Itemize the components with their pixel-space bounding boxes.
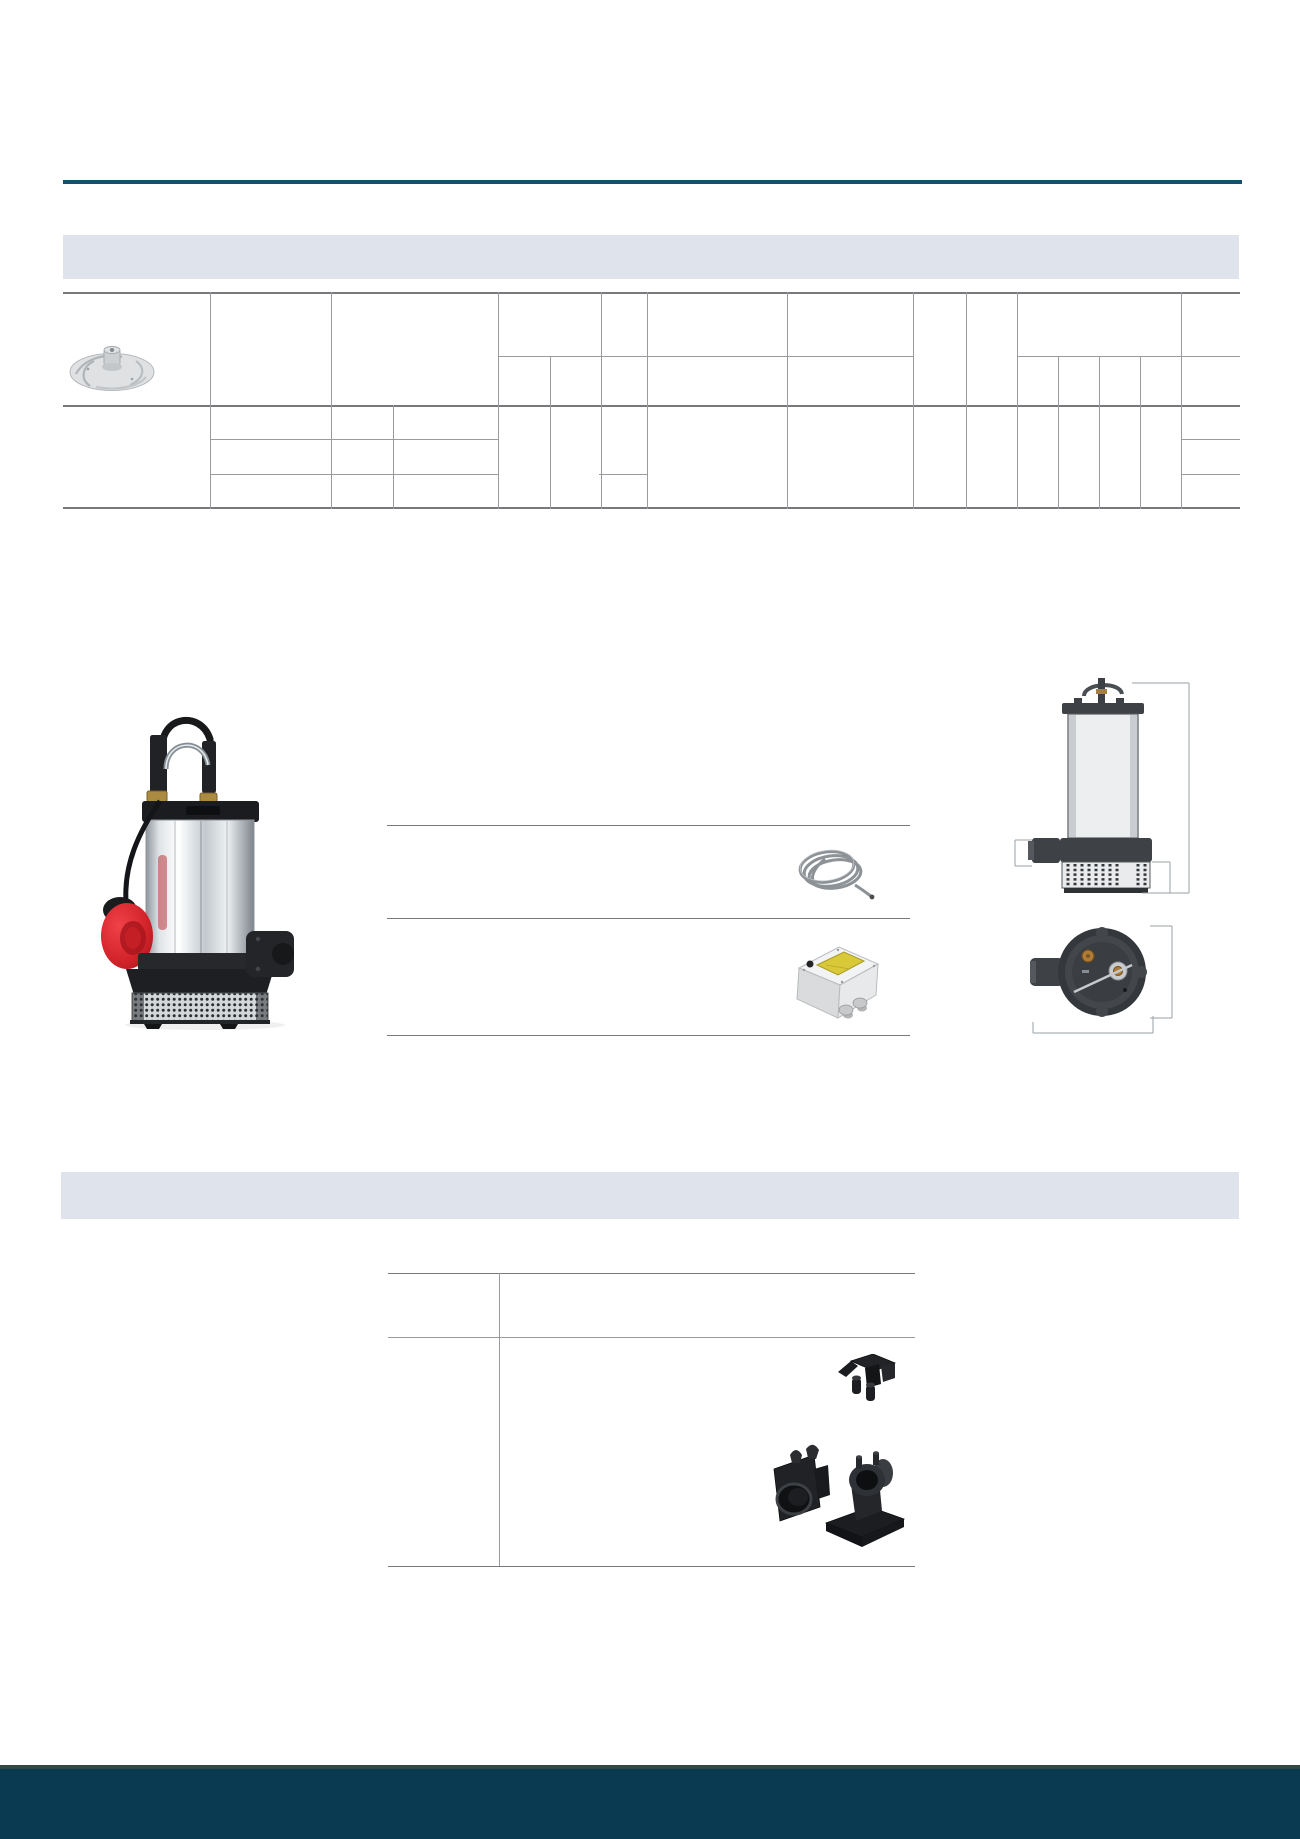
upper-bracket-accessory-image: [838, 1354, 898, 1405]
footer-bar-top-edge: [0, 1765, 1300, 1769]
foot-coupling-accessory-image: [770, 1435, 906, 1551]
footer-bar: [0, 1765, 1300, 1839]
grid-line: [499, 1273, 500, 1566]
